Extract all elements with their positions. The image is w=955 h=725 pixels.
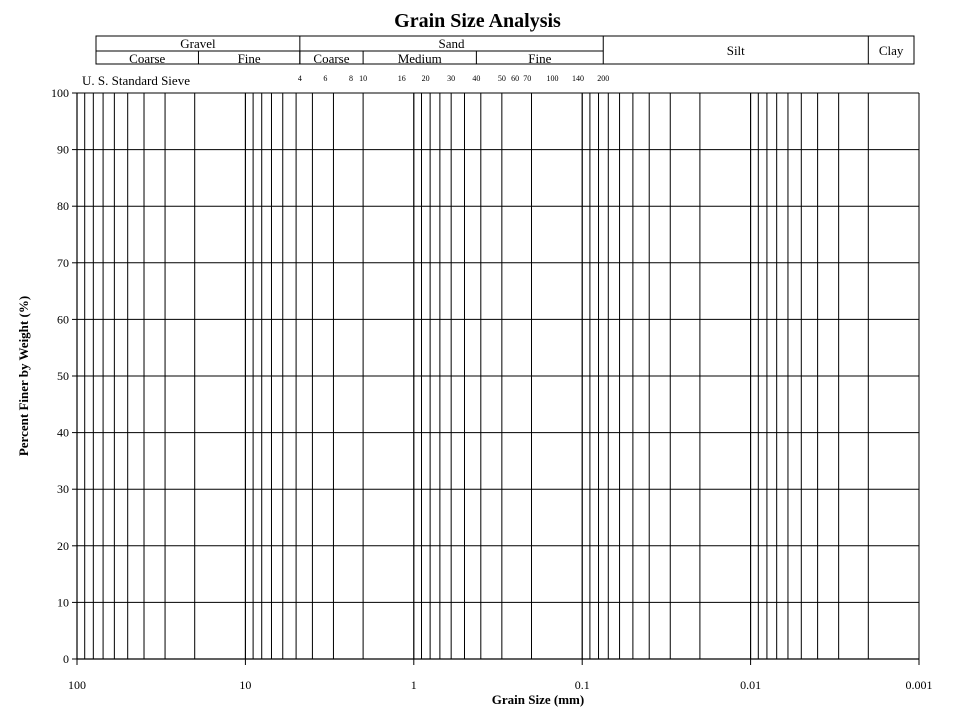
subclass-label: Coarse [313, 51, 350, 66]
x-tick-label: 10 [239, 678, 252, 692]
y-tick-label: 40 [57, 425, 69, 440]
sieve-row [82, 73, 609, 88]
sieve-number: 6 [323, 74, 328, 83]
sieve-number: 70 [523, 74, 532, 83]
x-tick-label: 0.1 [574, 678, 590, 692]
sieve-number: 16 [397, 74, 406, 83]
soil-class-label: Gravel [180, 36, 216, 51]
sieve-number: 30 [447, 74, 456, 83]
sieve-number: 4 [297, 74, 302, 83]
x-axis-label: Grain Size (mm) [491, 692, 585, 707]
sieve-number: 200 [597, 74, 610, 83]
x-tick-label: 1 [410, 678, 417, 692]
plot-grid [77, 93, 919, 659]
y-tick-label: 90 [57, 142, 69, 157]
sieve-number: 8 [349, 74, 354, 83]
x-tick-label: 0.001 [905, 678, 933, 692]
y-tick-label: 100 [51, 86, 69, 100]
x-tick-label: 100 [68, 678, 86, 692]
y-tick-label: 20 [57, 538, 69, 553]
subclass-label: Fine [528, 51, 552, 66]
classification-frame [96, 36, 914, 64]
sieve-number: 60 [511, 74, 520, 83]
y-tick-label: 60 [57, 312, 69, 327]
y-tick-label: 70 [57, 255, 69, 270]
x-tick-label: 0.01 [740, 678, 762, 692]
axes [51, 86, 933, 692]
y-tick-label: 10 [57, 595, 69, 610]
y-tick-label: 80 [57, 199, 69, 214]
sieve-number: 50 [497, 74, 506, 83]
sieve-number: 100 [546, 74, 559, 83]
sieve-row-label: U. S. Standard Sieve [82, 73, 190, 88]
y-tick-label: 30 [57, 482, 69, 497]
subclass-label: Fine [237, 51, 261, 66]
subclass-label: Coarse [129, 51, 166, 66]
soil-class-label: Silt [726, 43, 745, 58]
sieve-number: 10 [359, 74, 368, 83]
sieve-number: 40 [472, 74, 481, 83]
y-tick-label: 0 [63, 652, 69, 666]
y-tick-label: 50 [57, 369, 69, 383]
y-axis-label: Percent Finer by Weight (%) [16, 295, 31, 457]
subclass-label: Medium [397, 51, 442, 66]
classification-table [96, 36, 914, 66]
chart-title: Grain Size Analysis [394, 10, 561, 32]
soil-class-label: Clay [878, 43, 904, 58]
soil-class-label: Sand [438, 36, 465, 51]
sieve-number: 140 [571, 74, 584, 83]
sieve-number: 20 [421, 74, 430, 83]
